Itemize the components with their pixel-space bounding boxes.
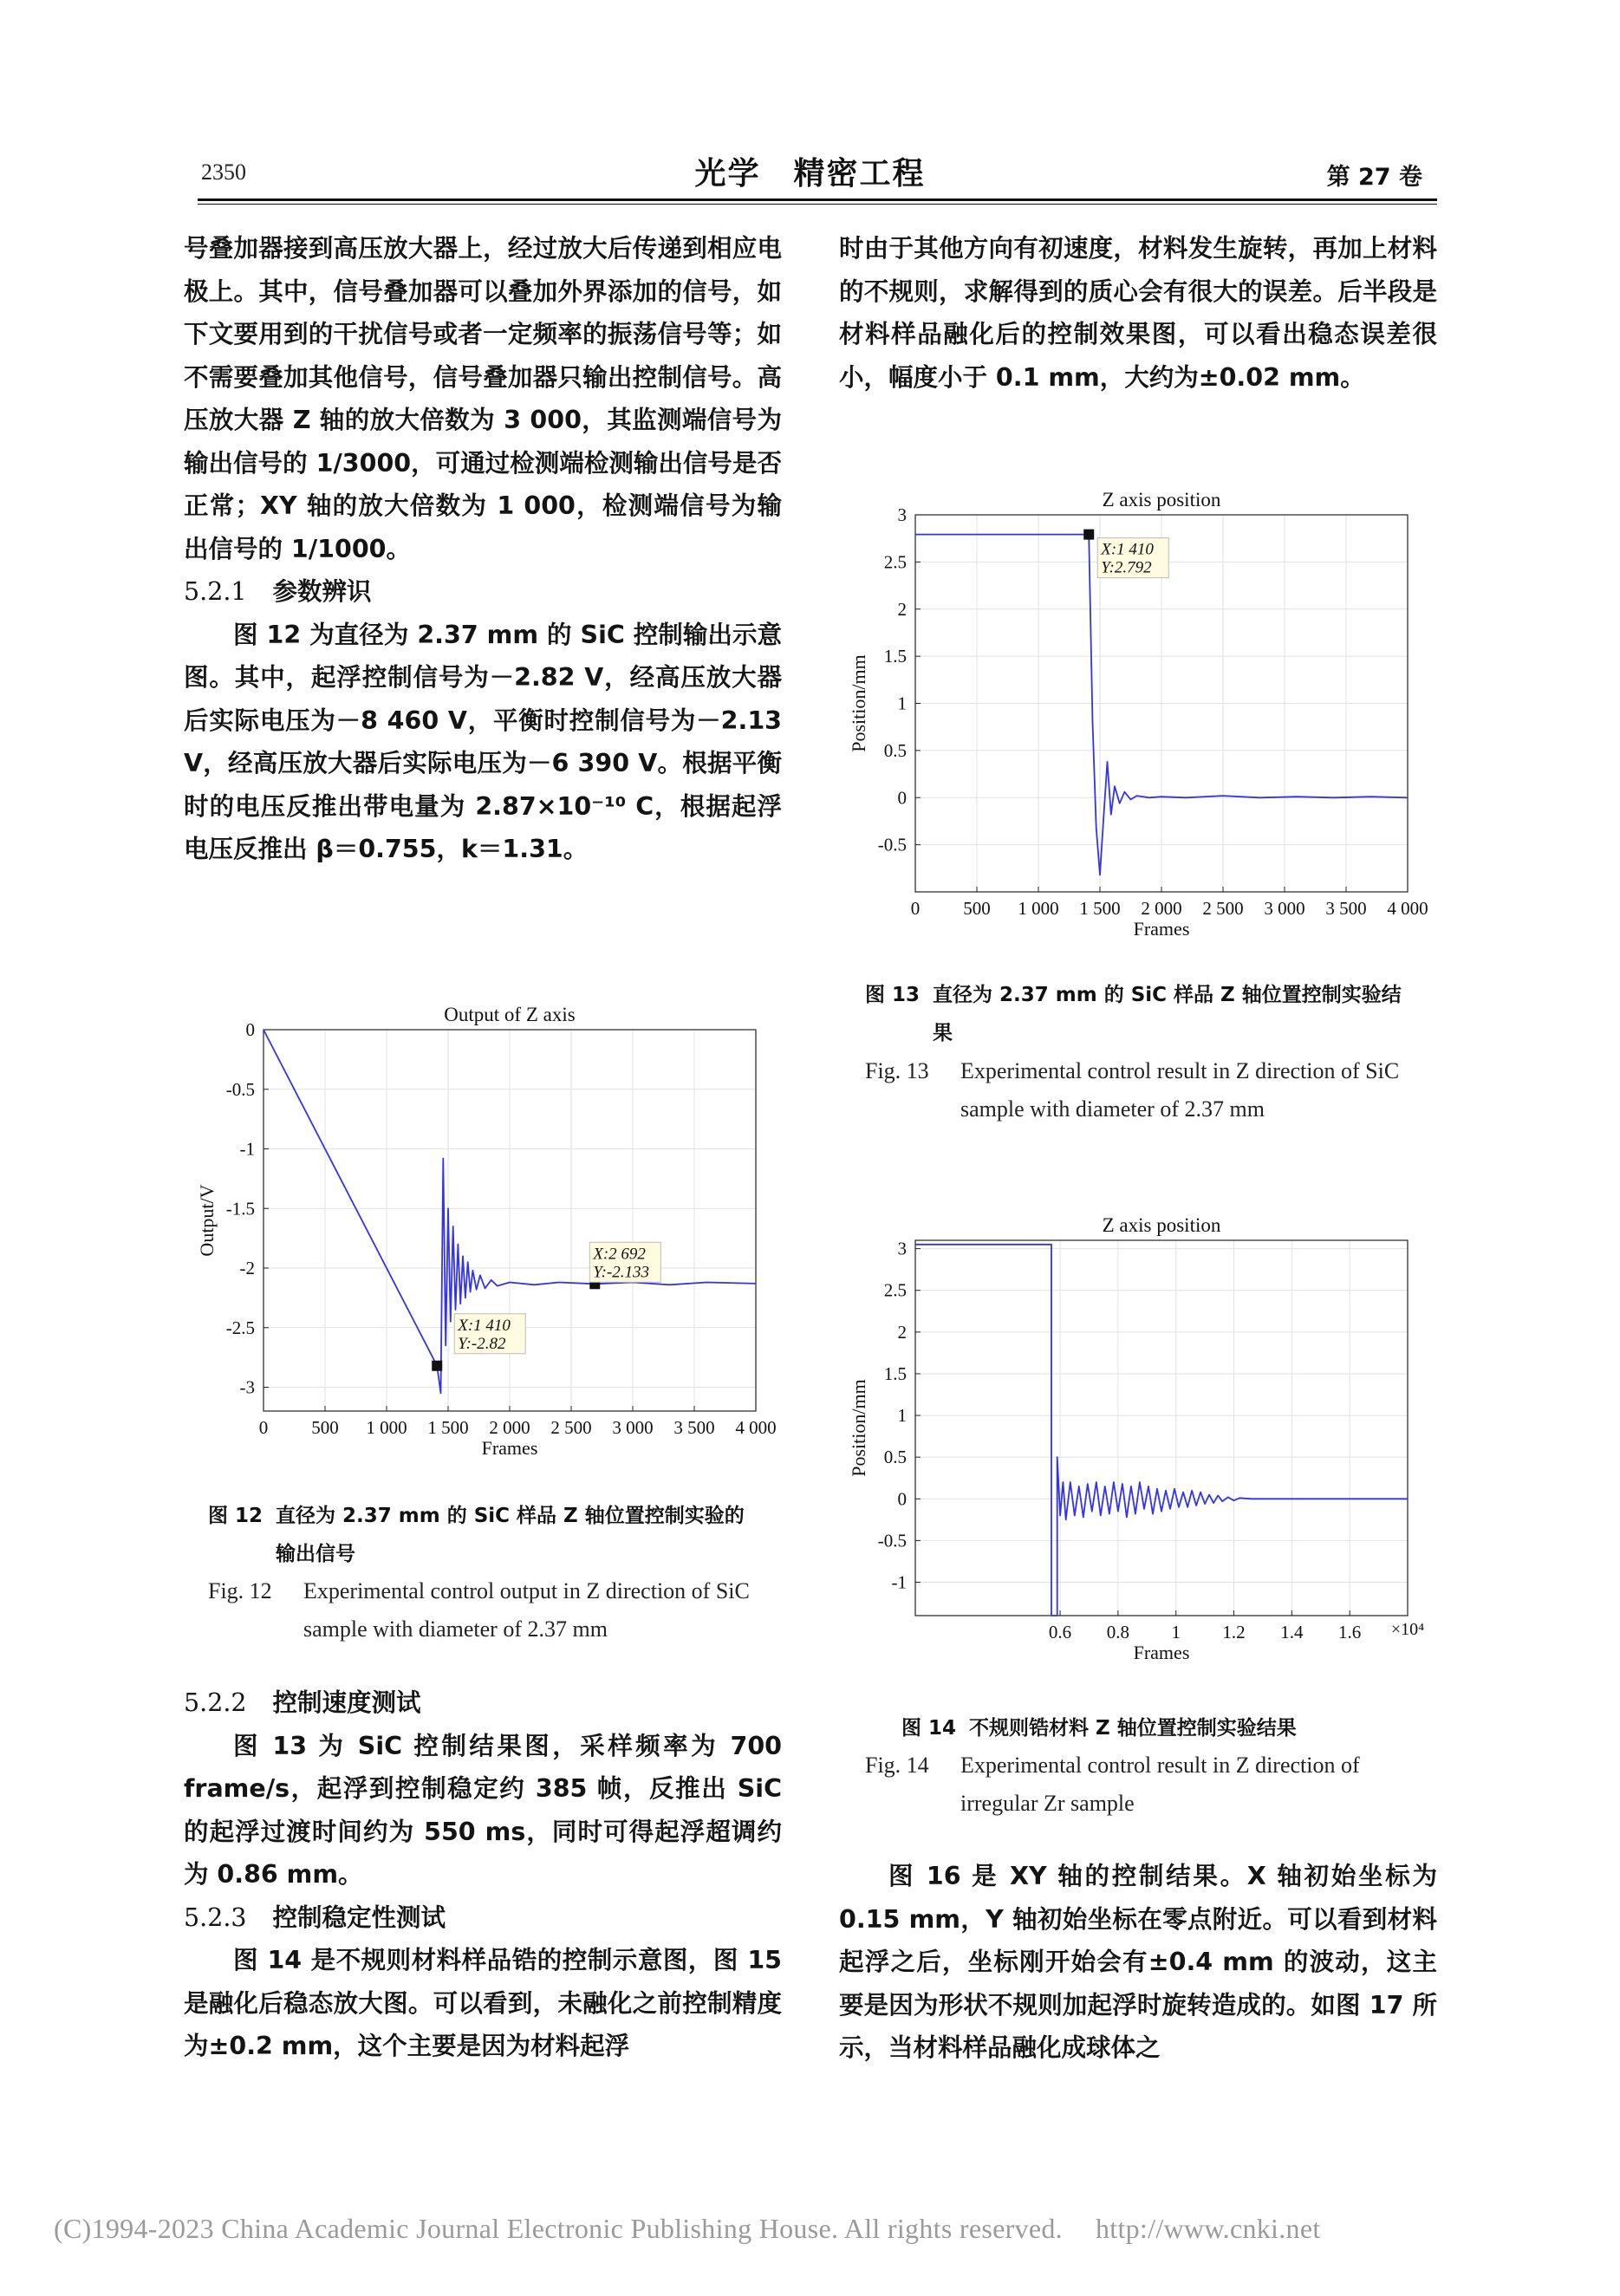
intro-paragraph: 号叠加器接到高压放大器上，经过放大后传递到相应电极上。其中，信号叠加器可以叠加外界添加的信号，如下文要用到的干扰信号或者一定频率的振荡信号等；如不需要叠加其他信号，信号叠加器只输出控制信号。高压放大器 Z 轴的放大倍数为 3 000，其监测端信号为输出信号的 1/3000，可通过检测端检测输出信号是否正常；XY 轴的放大倍数为 1 000，检测端信号为输出信号的 1/1000。	[184, 234, 782, 563]
x-tick-label: 2 500	[1202, 898, 1244, 919]
page-number: 2350	[201, 159, 246, 185]
y-tick-label: -0.5	[877, 1530, 907, 1551]
y-tick-label: 0	[897, 787, 907, 809]
x-tick-label: 0.8	[1106, 1622, 1130, 1642]
x-tick-label: 3 500	[673, 1417, 715, 1438]
section-number: 5.2.3	[184, 1902, 247, 1932]
header-rule-thin	[198, 204, 1437, 205]
x-tick-label: 1	[1171, 1622, 1181, 1642]
datatip-x-label: X:1 410	[458, 1316, 511, 1335]
chart-title: Z axis position	[1102, 1214, 1221, 1236]
y-tick-label: 2	[897, 1321, 907, 1343]
series-line	[915, 1245, 1408, 1616]
x-tick-label: 1 500	[427, 1417, 469, 1438]
x-tick-label: 0	[258, 1417, 269, 1438]
y-tick-label: -2.5	[225, 1317, 255, 1338]
fig13-cn-text: 直径为 2.37 mm 的 SiC 样品 Z 轴位置控制实验结果	[933, 984, 1402, 1044]
fig14-en-label: Fig. 14	[865, 1753, 929, 1778]
fig13-en-label: Fig. 13	[865, 1058, 929, 1083]
fig13-caption-en	[865, 1052, 1437, 1128]
fig12-cn-text: 直径为 2.37 mm 的 SiC 样品 Z 轴位置控制实验的输出信号	[276, 1505, 745, 1565]
x-tick-label: 500	[311, 1417, 339, 1438]
y-tick-label: -1.5	[225, 1198, 255, 1220]
volume-label: 第 27 卷	[1326, 164, 1422, 191]
y-tick-label: 1	[897, 1405, 907, 1427]
y-tick-label: -1	[891, 1571, 907, 1593]
fig12-chart	[192, 1005, 782, 1478]
left-column-bottom	[184, 1681, 782, 2068]
y-tick-label: 1	[897, 693, 907, 714]
figure-12	[192, 1005, 782, 1478]
copyright-footer	[54, 2213, 1321, 2245]
section-5-2-1-heading	[184, 570, 782, 614]
y-tick-label: -1	[239, 1138, 255, 1160]
y-axis-label: Position/mm	[848, 654, 869, 752]
fig12-en-label: Fig. 12	[208, 1578, 272, 1603]
datatip-y-label: Y:-2.133	[593, 1263, 650, 1282]
cnki-url[interactable]: http://www.cnki.net	[1095, 2213, 1321, 2244]
x-tick-label: 3 000	[1264, 898, 1305, 919]
fig13-chart	[839, 485, 1446, 958]
datatip-marker	[1083, 530, 1094, 540]
left-column-top	[184, 227, 782, 871]
x-tick-label: 500	[963, 898, 991, 919]
fig12-cn-label: 图 12	[208, 1505, 263, 1527]
x-tick-label: 2 000	[1141, 898, 1182, 919]
y-axis-label: Position/mm	[848, 1379, 869, 1477]
right-column-top	[839, 227, 1437, 399]
x-tick-label: 0	[910, 898, 921, 919]
x-axis-label: Frames	[1133, 1642, 1190, 1663]
x-tick-label: 1 000	[366, 1417, 407, 1438]
fig12-en-text: Experimental control output in Z direction of SiC sample with diameter of 2.37 mm	[303, 1578, 750, 1642]
journal-title: 光学 精密工程	[694, 156, 926, 192]
x-tick-label: 4 000	[1387, 898, 1428, 919]
figure-13	[839, 485, 1446, 958]
y-tick-label: 0.5	[883, 1447, 907, 1468]
section-5-2-2-text: 图 13 为 SiC 控制结果图，采样频率为 700 frame/s，起浮到控制稳定约 385 帧，反推出 SiC 的起浮过渡时间约为 550 ms，同时可得起浮超调约为 0.86 mm。	[184, 1731, 782, 1889]
x-multiplier-label: ×10⁴	[1390, 1620, 1425, 1639]
datatip-y-label: Y:2.792	[1101, 558, 1152, 577]
plot-frame	[915, 1240, 1408, 1616]
section-5-2-1-text: 图 12 为直径为 2.37 mm 的 SiC 控制输出示意图。其中，起浮控制信号为－2.82 V，经高压放大器后实际电压为－8 460 V，平衡时控制信号为－2.13 V，经高压放大器后实际电压为－6 390 V。根据平衡时的电压反推出带电量为 2.87×10⁻¹⁰ C，根据起浮电压反推出 β＝0.755，k＝1.31。	[184, 620, 782, 863]
right-bottom-paragraph: 图 16 是 XY 轴的控制结果。X 轴初始坐标为 0.15 mm，Y 轴初始坐标在零点附近。可以看到材料起浮之后，坐标刚开始会有±0.4 mm 的波动，这主要是因为形状不规则加起浮时旋转造成的。如图 17 所示，当材料样品融化成球体之	[839, 1862, 1437, 2062]
y-tick-label: -0.5	[877, 834, 907, 855]
fig12-caption-cn	[208, 1497, 780, 1573]
datatip-marker	[432, 1361, 442, 1371]
y-tick-label: 1.5	[883, 646, 907, 667]
fig13-caption-cn	[865, 976, 1437, 1052]
section-title: 参数辨识	[272, 577, 372, 606]
section-5-2-2-heading	[184, 1681, 782, 1725]
fig14-caption-en	[865, 1746, 1437, 1823]
x-tick-label: 2 500	[550, 1417, 592, 1438]
x-tick-label: 1.4	[1280, 1622, 1304, 1642]
section-title: 控制稳定性测试	[272, 1902, 446, 1932]
fig14-cn-text: 不规则锆材料 Z 轴位置控制实验结果	[969, 1717, 1297, 1740]
y-tick-label: 2.5	[883, 551, 907, 573]
x-tick-label: 1.6	[1338, 1622, 1362, 1642]
y-tick-label: 3	[897, 1238, 907, 1259]
datatip-y-label: Y:-2.82	[458, 1334, 506, 1353]
y-tick-label: 2	[897, 598, 907, 620]
fig14-chart	[839, 1209, 1446, 1686]
x-tick-label: 1 000	[1018, 898, 1059, 919]
x-axis-label: Frames	[1133, 918, 1190, 940]
x-tick-label: 0.6	[1048, 1622, 1072, 1642]
copyright-text: (C)1994-2023 China Academic Journal Electronic Publishing House. All rights reserved.	[54, 2213, 1063, 2244]
section-title: 控制速度测试	[272, 1688, 421, 1717]
section-number: 5.2.2	[184, 1688, 247, 1717]
y-tick-label: 0	[245, 1019, 255, 1040]
y-tick-label: -0.5	[225, 1078, 255, 1100]
right-top-paragraph: 时由于其他方向有初速度，材料发生旋转，再加上材料的不规则，求解得到的质心会有很大的误差。后半段是材料样品融化后的控制效果图，可以看出稳态误差很小，幅度小于 0.1 mm，大约为±0.02 mm。	[839, 234, 1437, 392]
chart-title: Output of Z axis	[444, 1004, 576, 1025]
x-tick-label: 4 000	[735, 1417, 777, 1438]
figure-14	[839, 1209, 1446, 1686]
header-rule	[198, 198, 1437, 201]
chart-title: Z axis position	[1102, 489, 1221, 511]
section-5-2-3-heading	[184, 1896, 782, 1940]
fig13-cn-label: 图 13	[865, 984, 921, 1006]
y-tick-label: 0	[897, 1488, 907, 1510]
fig14-caption-cn	[901, 1709, 1439, 1747]
fig14-en-text: Experimental control result in Z direction of irregular Zr sample	[960, 1753, 1360, 1816]
right-column-bottom	[839, 1855, 1437, 2070]
y-tick-label: -3	[239, 1376, 255, 1398]
x-tick-label: 2 000	[489, 1417, 530, 1438]
y-axis-label: Output/V	[196, 1184, 218, 1257]
x-axis-label: Frames	[481, 1437, 538, 1459]
x-tick-label: 1.2	[1222, 1622, 1246, 1642]
x-tick-label: 3 500	[1325, 898, 1367, 919]
y-tick-label: 0.5	[883, 739, 907, 761]
fig12-caption-en	[208, 1572, 780, 1649]
section-5-2-3-text: 图 14 是不规则材料样品锆的控制示意图，图 15 是融化后稳态放大图。可以看到，未融化之前控制精度为±0.2 mm，这个主要是因为材料起浮	[184, 1946, 782, 2060]
section-number: 5.2.1	[184, 577, 247, 606]
y-tick-label: 2.5	[883, 1279, 907, 1301]
x-tick-label: 3 000	[612, 1417, 654, 1438]
datatip-x-label: X:1 410	[1101, 540, 1154, 559]
y-tick-label: 3	[897, 504, 907, 525]
datatip-x-label: X:2 692	[593, 1245, 646, 1264]
x-tick-label: 1 500	[1079, 898, 1121, 919]
fig14-cn-label: 图 14	[901, 1717, 957, 1740]
fig13-en-text: Experimental control result in Z direction of SiC sample with diameter of 2.37 mm	[960, 1058, 1400, 1122]
y-tick-label: -2	[239, 1258, 255, 1278]
y-tick-label: 1.5	[883, 1363, 907, 1384]
